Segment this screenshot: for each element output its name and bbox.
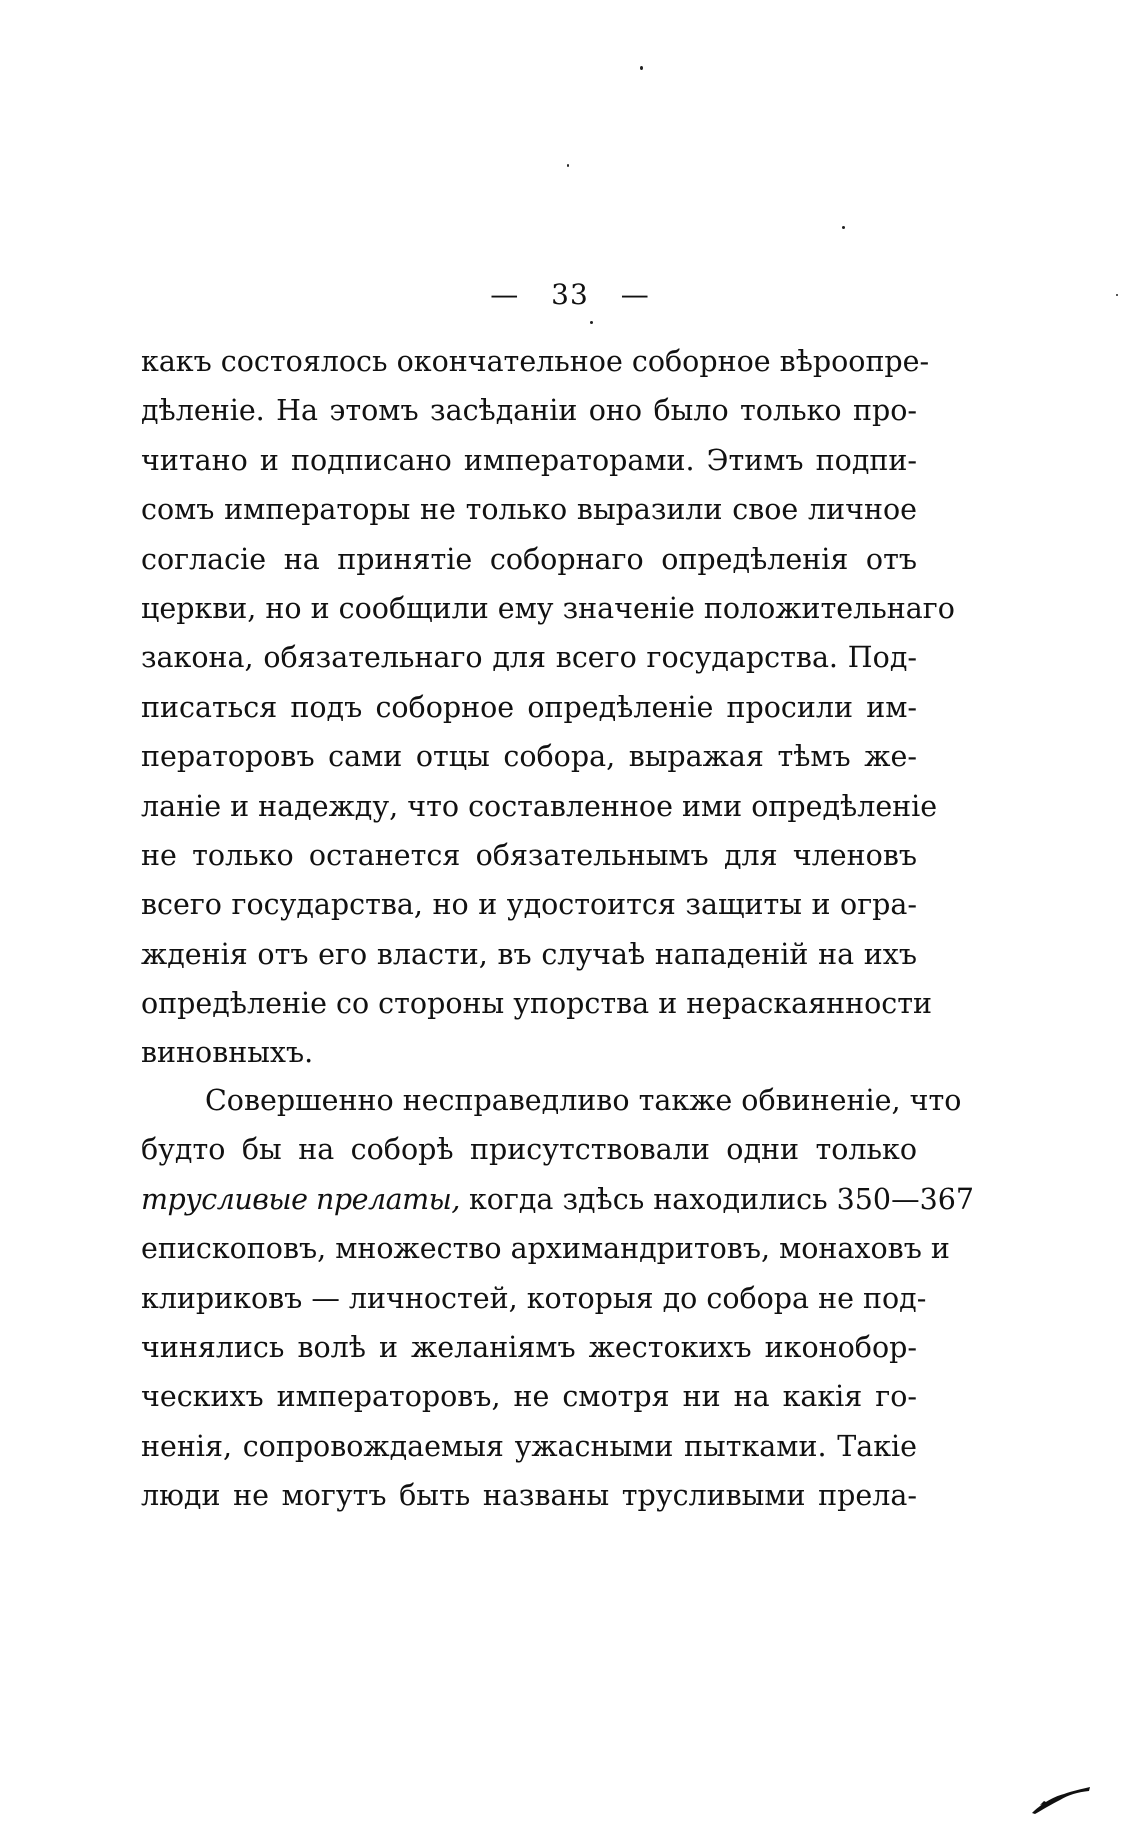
text-line: люди не могутъ быть названы трусливыми прела- xyxy=(141,1479,917,1513)
header-dash-left: — xyxy=(490,278,520,311)
text-line: не только останется обязательнымъ для членовъ xyxy=(141,838,917,872)
scan-speck xyxy=(590,321,593,324)
text-line: закона, обязательнаго для всего государства. Под- xyxy=(141,641,917,675)
text-line-with-italic xyxy=(141,1175,974,1224)
text-line: ператоровъ сами отцы собора, выражая тѣмъ же- xyxy=(141,740,917,774)
text-line: опредѣленіе со стороны упорства и нераскаянности xyxy=(141,987,932,1021)
page-number-header xyxy=(0,278,1140,311)
text-line: сомъ императоры не только выразили свое личное xyxy=(141,493,917,527)
header-dash-right: — xyxy=(620,278,650,311)
text-line: читано и подписано императорами. Этимъ подпи- xyxy=(141,443,917,477)
text-line: ланіе и надежду, что составленное ими опредѣленіе xyxy=(141,789,938,823)
paragraph-1 xyxy=(141,337,955,1078)
text-line: ческихъ императоровъ, не смотря ни на какія го- xyxy=(141,1380,917,1414)
text-line: согласіе на принятіе соборнаго опредѣленія отъ xyxy=(141,542,917,576)
page-number: 33 xyxy=(551,278,589,311)
paragraph-2 xyxy=(141,1076,974,1521)
text-line: клириковъ — личностей, которыя до собора не под- xyxy=(141,1281,927,1315)
text-line: Совершенно несправедливо также обвиненіе, что xyxy=(205,1084,962,1117)
text-line: чинялись волѣ и желаніямъ жестокихъ иконобор- xyxy=(141,1330,917,1364)
scan-speck xyxy=(1116,294,1118,296)
text-fragment: когда здѣсь находились 350—367 xyxy=(468,1182,974,1216)
text-line: виновныхъ. xyxy=(141,1036,314,1070)
scan-speck xyxy=(842,226,845,229)
italic-phrase: трусливые прелаты, xyxy=(141,1182,460,1216)
text-line: епископовъ, множество архимандритовъ, монаховъ и xyxy=(141,1232,950,1266)
text-line: всего государства, но и удостоится защиты и огра- xyxy=(141,888,917,922)
scan-speck xyxy=(567,164,569,167)
scan-speck xyxy=(640,66,643,70)
text-line: какъ состоялось окончательное соборное вѣроопре- xyxy=(141,345,930,378)
text-line: ненія, сопровождаемыя ужасными пытками. Такіе xyxy=(141,1429,917,1463)
text-line: церкви, но и сообщили ему значеніе положительнаго xyxy=(141,591,955,625)
text-line: дѣленіе. На этомъ засѣданіи оно было только про- xyxy=(141,394,917,428)
text-line: жденія отъ его власти, въ случаѣ нападеній на ихъ xyxy=(141,937,917,971)
text-line: писаться подъ соборное опредѣленіе просили им- xyxy=(141,690,917,724)
text-line: будто бы на соборѣ присутствовали одни только xyxy=(141,1133,917,1167)
ink-stroke-mark xyxy=(1030,1785,1092,1815)
